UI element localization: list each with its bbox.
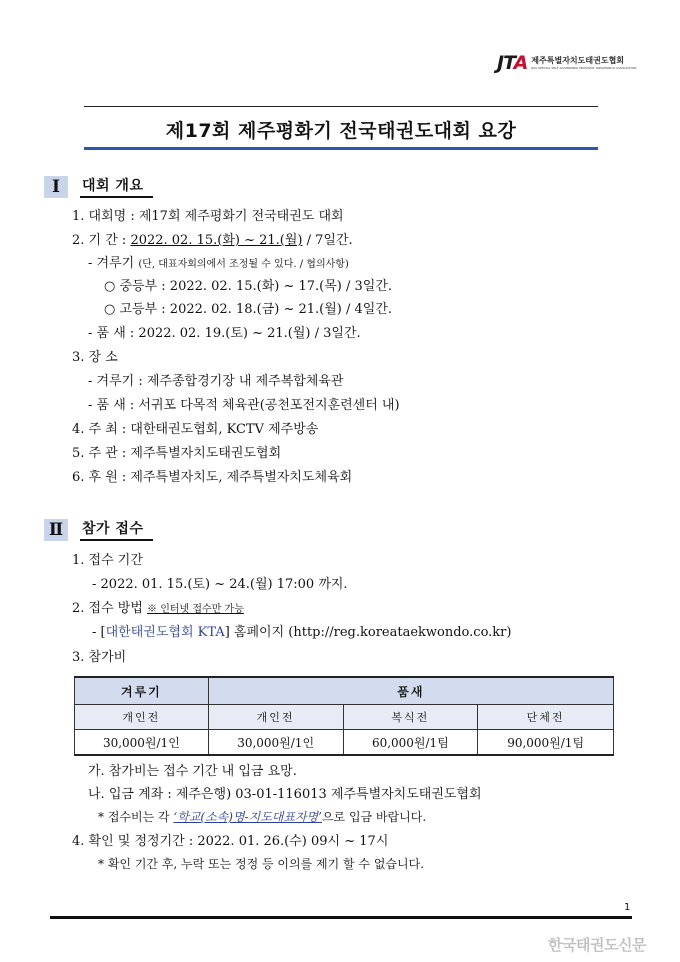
section-2-number: Ⅱ <box>44 519 68 541</box>
event-name-line: 1. 대회명 : 제17회 제주평화기 전국태권도 대회 <box>72 209 344 224</box>
section-1-title: 대회 개요 <box>80 175 153 198</box>
kta-link[interactable]: 대한태권도협회 KTA <box>105 625 225 640</box>
fee-header-poomsae: 품새 <box>208 677 613 705</box>
fee-value: 60,000원/1팀 <box>343 730 478 756</box>
fee-sub-poomsae-individual: 개인전 <box>208 705 343 730</box>
fee-table-header-row <box>75 677 614 705</box>
title-box <box>84 106 598 150</box>
document-title: 제17회 제주평화기 전국태권도대회 요강 <box>165 120 517 142</box>
deposit-name-note: * 접수비는 각 ‘학교(소속)명-지도대표자명’으로 입금 바랍니다. <box>98 810 427 824</box>
fee-table-subheader-row <box>75 705 614 730</box>
host-line: 4. 주 최 : 대한태권도협회, KCTV 제주방송 <box>72 422 319 437</box>
section-1-header <box>44 175 153 198</box>
fee-value: 90,000원/1팀 <box>478 730 614 756</box>
fee-value: 30,000원/1인 <box>75 730 209 756</box>
section-2-header <box>44 518 153 541</box>
logo-org-name-en: JEJU SPECIAL SELF-GOVERNING PROVINCE TAEKWONDO ASSOCIATION <box>531 65 637 70</box>
fee-table <box>74 676 614 756</box>
association-logo <box>497 52 636 74</box>
fee-payment-note: 가. 참가비는 접수 기간 내 입금 요망. <box>88 764 297 779</box>
registration-site: - [대한태권도협회 KTA] 홈페이지 (http://reg.koreataekwondo.co.kr) <box>92 625 512 640</box>
section-1-number: Ⅰ <box>44 176 68 198</box>
event-period-line: 2. 기 간 : 2022. 02. 15.(화) ~ 21.(월) / 7일간. <box>72 233 353 248</box>
fee-header-sparring: 겨루기 <box>75 677 209 705</box>
fee-sub-poomsae-team: 단체전 <box>478 705 614 730</box>
page-number: 1 <box>624 902 631 913</box>
registration-method: 2. 접수 방법 ※ 인터넷 접수만 가능 <box>72 601 244 616</box>
footer-divider <box>50 916 632 919</box>
logo-mark: JTA <box>497 52 528 74</box>
middle-school-period: ○ 중등부 : 2022. 02. 15.(화) ~ 17.(목) / 3일간. <box>104 279 393 294</box>
news-watermark: 한국태권도신문 <box>548 936 646 954</box>
registration-period: - 2022. 01. 15.(토) ~ 24.(월) 17:00 까지. <box>92 577 348 592</box>
high-school-period: ○ 고등부 : 2022. 02. 18.(금) ~ 21.(월) / 4일간. <box>104 302 393 317</box>
fee-header: 3. 참가비 <box>72 650 127 665</box>
confirmation-period: 4. 확인 및 정정기간 : 2022. 01. 26.(수) 09시 ~ 17시 <box>72 834 389 849</box>
sparring-period-header: - 겨루기 (단, 대표자회의에서 조정될 수 있다. / 협의사항) <box>88 256 349 271</box>
venue-header: 3. 장 소 <box>72 350 118 365</box>
confirmation-notice: * 확인 기간 후, 누락 또는 정정 등 이의를 제기 할 수 없습니다. <box>98 857 425 871</box>
logo-org-name: 제주특별자치도태권도협회 <box>531 55 625 65</box>
organizer-line: 5. 주 관 : 제주특별자치도태권도협회 <box>72 446 282 461</box>
fee-table-value-row <box>75 730 614 756</box>
fee-sub-poomsae-pair: 복식전 <box>343 705 478 730</box>
poomsae-period: - 품 새 : 2022. 02. 19.(토) ~ 21.(월) / 3일간. <box>88 326 361 341</box>
sponsor-line: 6. 후 원 : 제주특별자치도, 제주특별자치도체육회 <box>72 470 353 485</box>
poomsae-venue: - 품 새 : 서귀포 다목적 체육관(공천포전지훈련센터 내) <box>88 398 400 413</box>
section-2-title: 참가 접수 <box>80 518 153 541</box>
sparring-venue: - 겨루기 : 제주종합경기장 내 제주복합체육관 <box>88 374 344 389</box>
bank-account-line: 나. 입금 계좌 : 제주은행) 03-01-116013 제주특별자치도태권도협회 <box>88 787 482 802</box>
fee-sub-sparring-individual: 개인전 <box>75 705 209 730</box>
fee-value: 30,000원/1인 <box>208 730 343 756</box>
registration-period-header: 1. 접수 기간 <box>72 553 143 568</box>
